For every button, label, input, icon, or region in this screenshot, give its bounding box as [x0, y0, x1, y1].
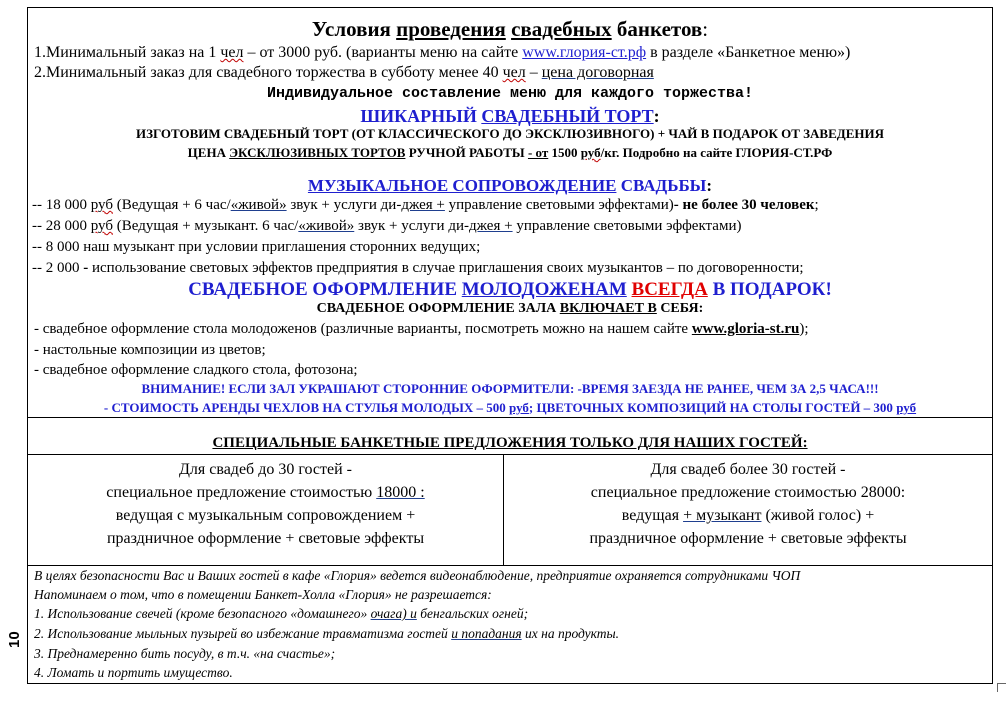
music-option-18000: -- 18 000 руб (Ведущая + 6 час/«живой» звук + услуги ди-джея + управление световыми эффектами)- не более 30 человек; — [32, 197, 819, 213]
offer-over-30: Для свадеб более 30 гостей - специальное предложение стоимостью 28000: ведущая + музыкант (живой голос) + праздничное оформление + световые эффекты — [589, 461, 907, 547]
music-option-28000: -- 28 000 руб (Ведущая + музыкант. 6 час/«живой» звук + услуги ди-джея + управление световыми эффектами) — [32, 218, 742, 234]
attention-line-1: ВНИМАНИЕ! ЕСЛИ ЗАЛ УКРАШАЮТ СТОРОННИЕ ОФОРМИТЕЛИ: -ВРЕМЯ ЗАЕЗДА НЕ РАНЕЕ, ЧЕМ ЗА 2,5 ЧАСА!!! — [141, 381, 879, 396]
cake-line-1: ИЗГОТОВИМ СВАДЕБНЫЙ ТОРТ (ОТ КЛАССИЧЕСКОГО ДО ЭКСКЛЮЗИВНОГО) + ЧАЙ В ПОДАРОК ОТ ЗАВЕДЕНИЯ — [135, 126, 885, 141]
decor-gift-title: СВАДЕБНОЕ ОФОРМЛЕНИЕ МОЛОДОЖЕНАМ ВСЕГДА В ПОДАРОК! — [188, 279, 832, 300]
cake-line-2: ЦЕНА ЭКСКЛЮЗИВНЫХ ТОРТОВ РУЧНОЙ РАБОТЫ - от 1500 руб/кг. Подробно на сайте ГЛОРИЯ-СТ.РФ — [187, 145, 833, 160]
safety-rule-2: 2. Использование мыльных пузырей во избежание травматизма гостей и попадания их на продукты. — [34, 626, 620, 641]
divider — [28, 417, 992, 418]
safety-rule-1: 1. Использование свечей (кроме безопасного «домашнего» очага) и бенгальских огней; — [34, 606, 529, 621]
safety-rule-4: 4. Ломать и портить имущество. — [34, 665, 233, 680]
offers-title: СПЕЦИАЛЬНЫЕ БАНКЕТНЫЕ ПРЕДЛОЖЕНИЯ ТОЛЬКО ДЛЯ НАШИХ ГОСТЕЙ: — [212, 435, 808, 451]
attention-line-2: - СТОИМОСТЬ АРЕНДЫ ЧЕХЛОВ НА СТУЛЬЯ МОЛОДЫХ – 500 руб; ЦВЕТОЧНЫХ КОМПОЗИЦИЙ НА СТОЛЫ ГОСТЕЙ – 300 руб — [103, 400, 917, 415]
decor-item-flowers: - настольные композиции из цветов; — [34, 342, 266, 358]
music-option-2000: -- 2 000 - использование световых эффектов предприятия в случае приглашения своих музыкантов – по договоренности; — [32, 260, 804, 276]
decor-item-sweet-table: - свадебное оформление сладкого стола, фотозона; — [34, 362, 358, 378]
offers-table — [28, 455, 992, 565]
music-title: МУЗЫКАЛЬНОЕ СОПРОВОЖДЕНИЕ СВАДЬБЫ: — [307, 176, 713, 195]
terms-section — [28, 8, 992, 417]
terms-title: Условия проведения свадебных банкетов: — [311, 17, 709, 41]
individual-menu-note: Индивидуальное составление меню для каждого торжества! — [266, 85, 754, 102]
rule-saturday: 2.Минимальный заказ для свадебного торжества в субботу менее 40 чел – цена договорная — [34, 64, 654, 81]
safety-line-1: В целях безопасности Вас и Ваших гостей в кафе «Глория» ведется видеонаблюдение, предприятие охраняется сотрудниками ЧОП — [34, 568, 801, 583]
offer-under-30: Для свадеб до 30 гостей - специальное предложение стоимостью 18000 : ведущая с музыкальным сопровождением + праздничное оформление + световые эффекты — [106, 461, 425, 547]
gloria-site-link[interactable]: www.gloria-st.ru — [691, 321, 800, 337]
safety-section — [28, 568, 992, 683]
site-link[interactable]: www.глория-ст.рф — [522, 44, 647, 61]
corner-marker — [997, 683, 1006, 692]
cake-title: ШИКАРНЫЙ СВАДЕБНЫЙ ТОРТ: — [360, 106, 660, 126]
decor-includes-title: СВАДЕБНОЕ ОФОРМЛЕНИЕ ЗАЛА ВКЛЮЧАЕТ В СЕБЯ: — [316, 301, 704, 316]
safety-line-2: Напоминаем о том, что в помещении Банкет-Холла «Глория» не разрешается: — [34, 587, 492, 602]
decor-item-table: - свадебное оформление стола молодоженов (различные варианты, посмотреть можно на нашем сайте www.gloria-st.ru); — [34, 321, 809, 337]
wedding-terms-sheet — [27, 7, 993, 684]
rule-min-order: 1.Минимальный заказ на 1 чел – от 3000 руб. (варианты меню на сайте www.глория-ст.рф в разделе «Банкетное меню») — [34, 44, 851, 61]
page-number: 10 — [6, 631, 23, 648]
divider — [28, 565, 992, 566]
music-option-8000: -- 8 000 наш музыкант при условии приглашения сторонних ведущих; — [32, 239, 481, 255]
safety-rule-3: 3. Преднамеренно бить посуду, в т.ч. «на счастье»; — [34, 646, 336, 661]
